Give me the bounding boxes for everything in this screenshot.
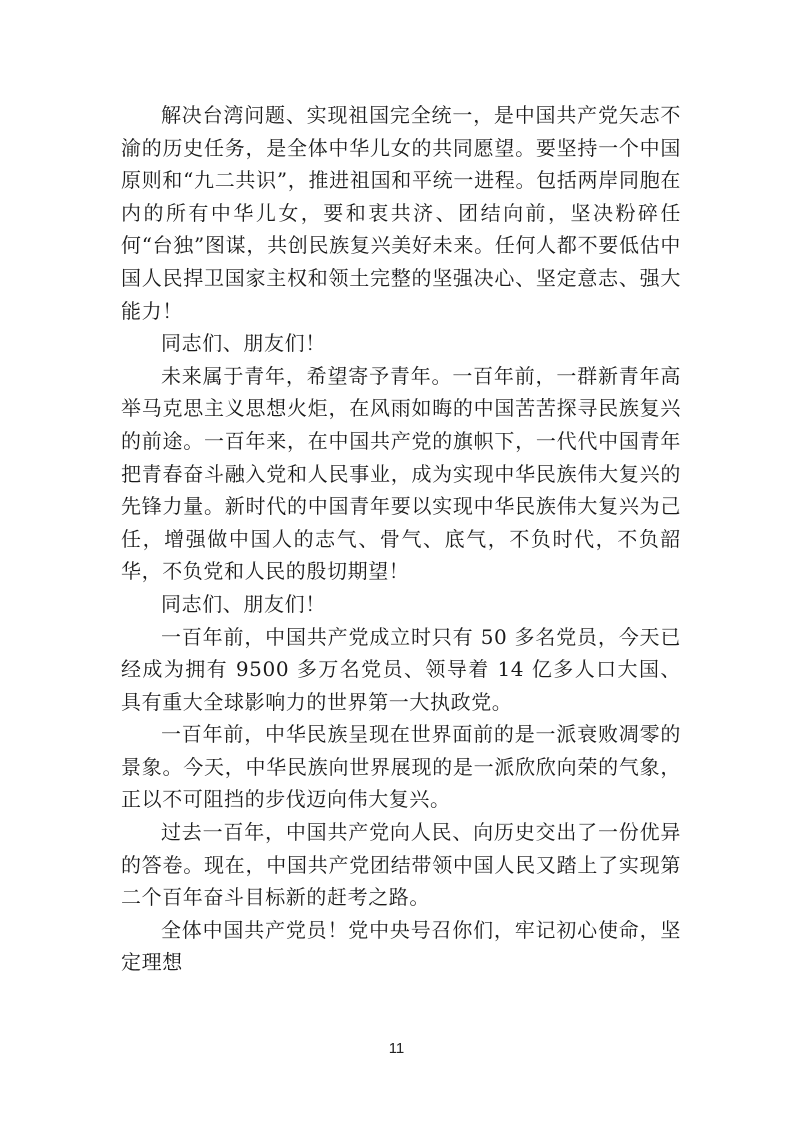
page-number: 11 <box>388 1040 405 1057</box>
paragraph-taiwan-reunification: 解决台湾问题、实现祖国完全统一，是中国共产党矢志不渝的历史任务，是全体中华儿女的共同愿望。要坚持一个中国原则和“九二共识”，推进祖国和平统一进程。包括两岸同胞在内的所有中华儿女，要和衷共济、团结向前，坚决粉碎任何“台独”图谋，共创民族复兴美好未来。任何人都不要低估中国人民捍卫国家主权和领土完整的坚强决心、坚定意志、强大能力！ <box>121 103 681 323</box>
paragraph-past-century: 过去一百年，中国共产党向人民、向历史交出了一份优异的答卷。现在，中国共产党团结带领中国人民又踏上了实现第二个百年奋斗目标新的赶考之路。 <box>121 820 681 910</box>
paragraph-youth: 未来属于青年，希望寄予青年。一百年前，一群新青年高举马克思主义思想火炬，在风雨如晦的中国苦苦探寻民族复兴的前途。一百年来，在中国共产党的旗帜下，一代代中国青年把青春奋斗融入党和人民事业，成为实现中华民族伟大复兴的先锋力量。新时代的中国青年要以实现中华民族伟大复兴为己任，增强做中国人的志气、骨气、底气，不负时代，不负韶华，不负党和人民的殷切期望！ <box>121 363 681 584</box>
paragraph-salutation: 同志们、朋友们！ <box>161 591 326 616</box>
paragraph-call-to-members: 全体中国共产党员！党中央号召你们，牢记初心使命，坚定理想 <box>121 917 681 975</box>
body-text <box>121 99 681 979</box>
paragraph-party-members: 一百年前，中国共产党成立时只有 50 多名党员，今天已经成为拥有 9500 多万名党员、领导着 14 亿多人口大国、具有重大全球影响力的世界第一大执政党。 <box>121 624 681 714</box>
paragraph-salutation: 同志们、朋友们！ <box>161 331 326 356</box>
paragraph-nation-revival: 一百年前，中华民族呈现在世界面前的是一派衰败凋零的景象。今天，中华民族向世界展现的是一派欣欣向荣的气象，正以不可阻挡的步伐迈向伟大复兴。 <box>121 722 681 812</box>
